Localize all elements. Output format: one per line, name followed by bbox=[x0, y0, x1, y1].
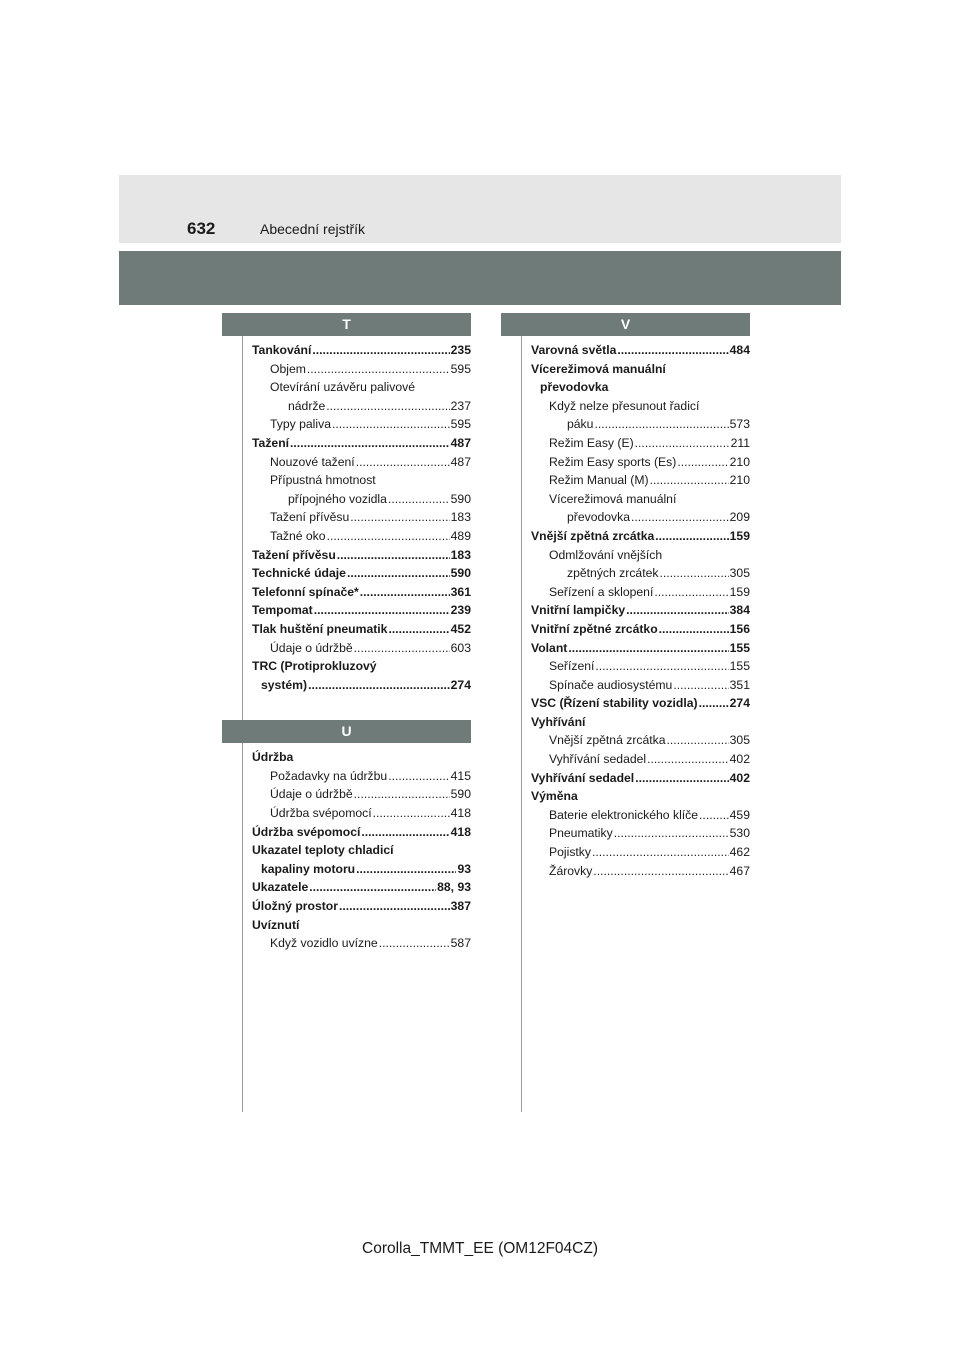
index-subentry: Nouzové tažení ..... 487 bbox=[252, 453, 471, 472]
index-subentry: přípojného vozidla ..... 590 bbox=[252, 490, 471, 509]
index-column-right bbox=[531, 313, 750, 880]
index-entry: Výměna bbox=[531, 789, 578, 804]
index-entry: systém) ..... 274 bbox=[252, 676, 471, 695]
index-subentry: Pneumatiky ..... 530 bbox=[531, 824, 750, 843]
index-subentry: Údržba svépomocí ..... 418 bbox=[252, 804, 471, 823]
index-subentry: Režim Easy sports (Es) ..... 210 bbox=[531, 453, 750, 472]
index-subentry: Požadavky na údržbu ..... 415 bbox=[252, 767, 471, 786]
index-subentry: Vnější zpětná zrcátka ..... 305 bbox=[531, 731, 750, 750]
index-subentry: Typy paliva ..... 595 bbox=[252, 415, 471, 434]
page-number: 632 bbox=[187, 219, 216, 238]
index-subentry: Pojistky ..... 462 bbox=[531, 843, 750, 862]
index-subentry: Přípustná hmotnost bbox=[270, 473, 376, 488]
index-entry: Vnitřní zpětné zrcátko ..... 156 bbox=[531, 620, 750, 639]
index-entry: Úložný prostor ..... 387 bbox=[252, 897, 471, 916]
index-entry: Technické údaje ..... 590 bbox=[252, 564, 471, 583]
index-entry: Varovná světla ..... 484 bbox=[531, 341, 750, 360]
index-entry: Údržba svépomocí ..... 418 bbox=[252, 823, 471, 842]
footer-doc-id: Corolla_TMMT_EE (OM12F04CZ) bbox=[362, 1240, 598, 1257]
index-column-left bbox=[252, 313, 471, 953]
index-entry: Tažení přívěsu ..... 183 bbox=[252, 546, 471, 565]
index-subentry: Odmlžování vnějších bbox=[549, 547, 663, 562]
index-entry: Ukazatele ..... 88, 93 bbox=[252, 878, 471, 897]
index-entry: Uvíznutí bbox=[252, 917, 300, 932]
index-subentry: Vyhřívání sedadel ..... 402 bbox=[531, 750, 750, 769]
index-subentry: Objem ..... 595 bbox=[252, 360, 471, 379]
index-subentry: Když nelze přesunout řadicí bbox=[549, 398, 700, 413]
index-subentry: Vícerežimová manuální bbox=[549, 491, 677, 506]
index-entry: Vnitřní lampičky ..... 384 bbox=[531, 601, 750, 620]
index-subentry: Otevírání uzávěru palivové bbox=[270, 380, 415, 395]
index-entry: Vyhřívání bbox=[531, 714, 586, 729]
index-entry: Tempomat ..... 239 bbox=[252, 601, 471, 620]
index-entry: převodovka bbox=[540, 380, 609, 395]
index-subentry: Seřízení a sklopení ..... 159 bbox=[531, 583, 750, 602]
section-title: Abecední rejstřík bbox=[260, 221, 366, 237]
title-bar bbox=[119, 251, 841, 305]
index-subentry: Režim Easy (E) ..... 211 bbox=[531, 434, 750, 453]
index-entry: kapaliny motoru ..... 93 bbox=[252, 860, 471, 879]
index-subentry: Spínače audiosystému ..... 351 bbox=[531, 676, 750, 695]
letter-heading-u: U bbox=[222, 720, 471, 743]
index-entry: VSC (Řízení stability vozidla) ..... 274 bbox=[531, 694, 750, 713]
column-rule-right bbox=[521, 335, 522, 1112]
index-subentry: Žárovky ..... 467 bbox=[531, 862, 750, 881]
index-entry: Telefonní spínače* ..... 361 bbox=[252, 583, 471, 602]
index-subentry: Seřízení ..... 155 bbox=[531, 657, 750, 676]
index-subentry: Údaje o údržbě ..... 590 bbox=[252, 785, 471, 804]
index-subentry: Režim Manual (M) ..... 210 bbox=[531, 471, 750, 490]
index-subentry: zpětných zrcátek ..... 305 bbox=[531, 564, 750, 583]
index-subentry: Údaje o údržbě ..... 603 bbox=[252, 639, 471, 658]
index-subentry: páku ..... 573 bbox=[531, 415, 750, 434]
index-subentry: Baterie elektronického klíče ..... 459 bbox=[531, 806, 750, 825]
index-subentry: nádrže ..... 237 bbox=[252, 397, 471, 416]
index-entry: TRC (Protiprokluzový bbox=[252, 659, 377, 674]
index-subentry: Tažení přívěsu ..... 183 bbox=[252, 508, 471, 527]
index-entry: Údržba bbox=[252, 750, 294, 765]
index-entry: Vyhřívání sedadel ..... 402 bbox=[531, 769, 750, 788]
index-entry: Vnější zpětná zrcátka ..... 159 bbox=[531, 527, 750, 546]
letter-heading-t: T bbox=[222, 313, 471, 336]
index-subentry: Když vozidlo uvízne ..... 587 bbox=[252, 934, 471, 953]
index-entry: Vícerežimová manuální bbox=[531, 361, 666, 376]
index-subentry: převodovka ..... 209 bbox=[531, 508, 750, 527]
letter-heading-v: V bbox=[501, 313, 750, 336]
index-subentry: Tažné oko ..... 489 bbox=[252, 527, 471, 546]
index-entry: Ukazatel teploty chladicí bbox=[252, 843, 394, 858]
index-entry: Tažení ..... 487 bbox=[252, 434, 471, 453]
index-entry: Tlak huštění pneumatik ..... 452 bbox=[252, 620, 471, 639]
index-entry: Tankování ..... 235 bbox=[252, 341, 471, 360]
index-entry: Volant ..... 155 bbox=[531, 639, 750, 658]
header-band bbox=[119, 175, 841, 243]
